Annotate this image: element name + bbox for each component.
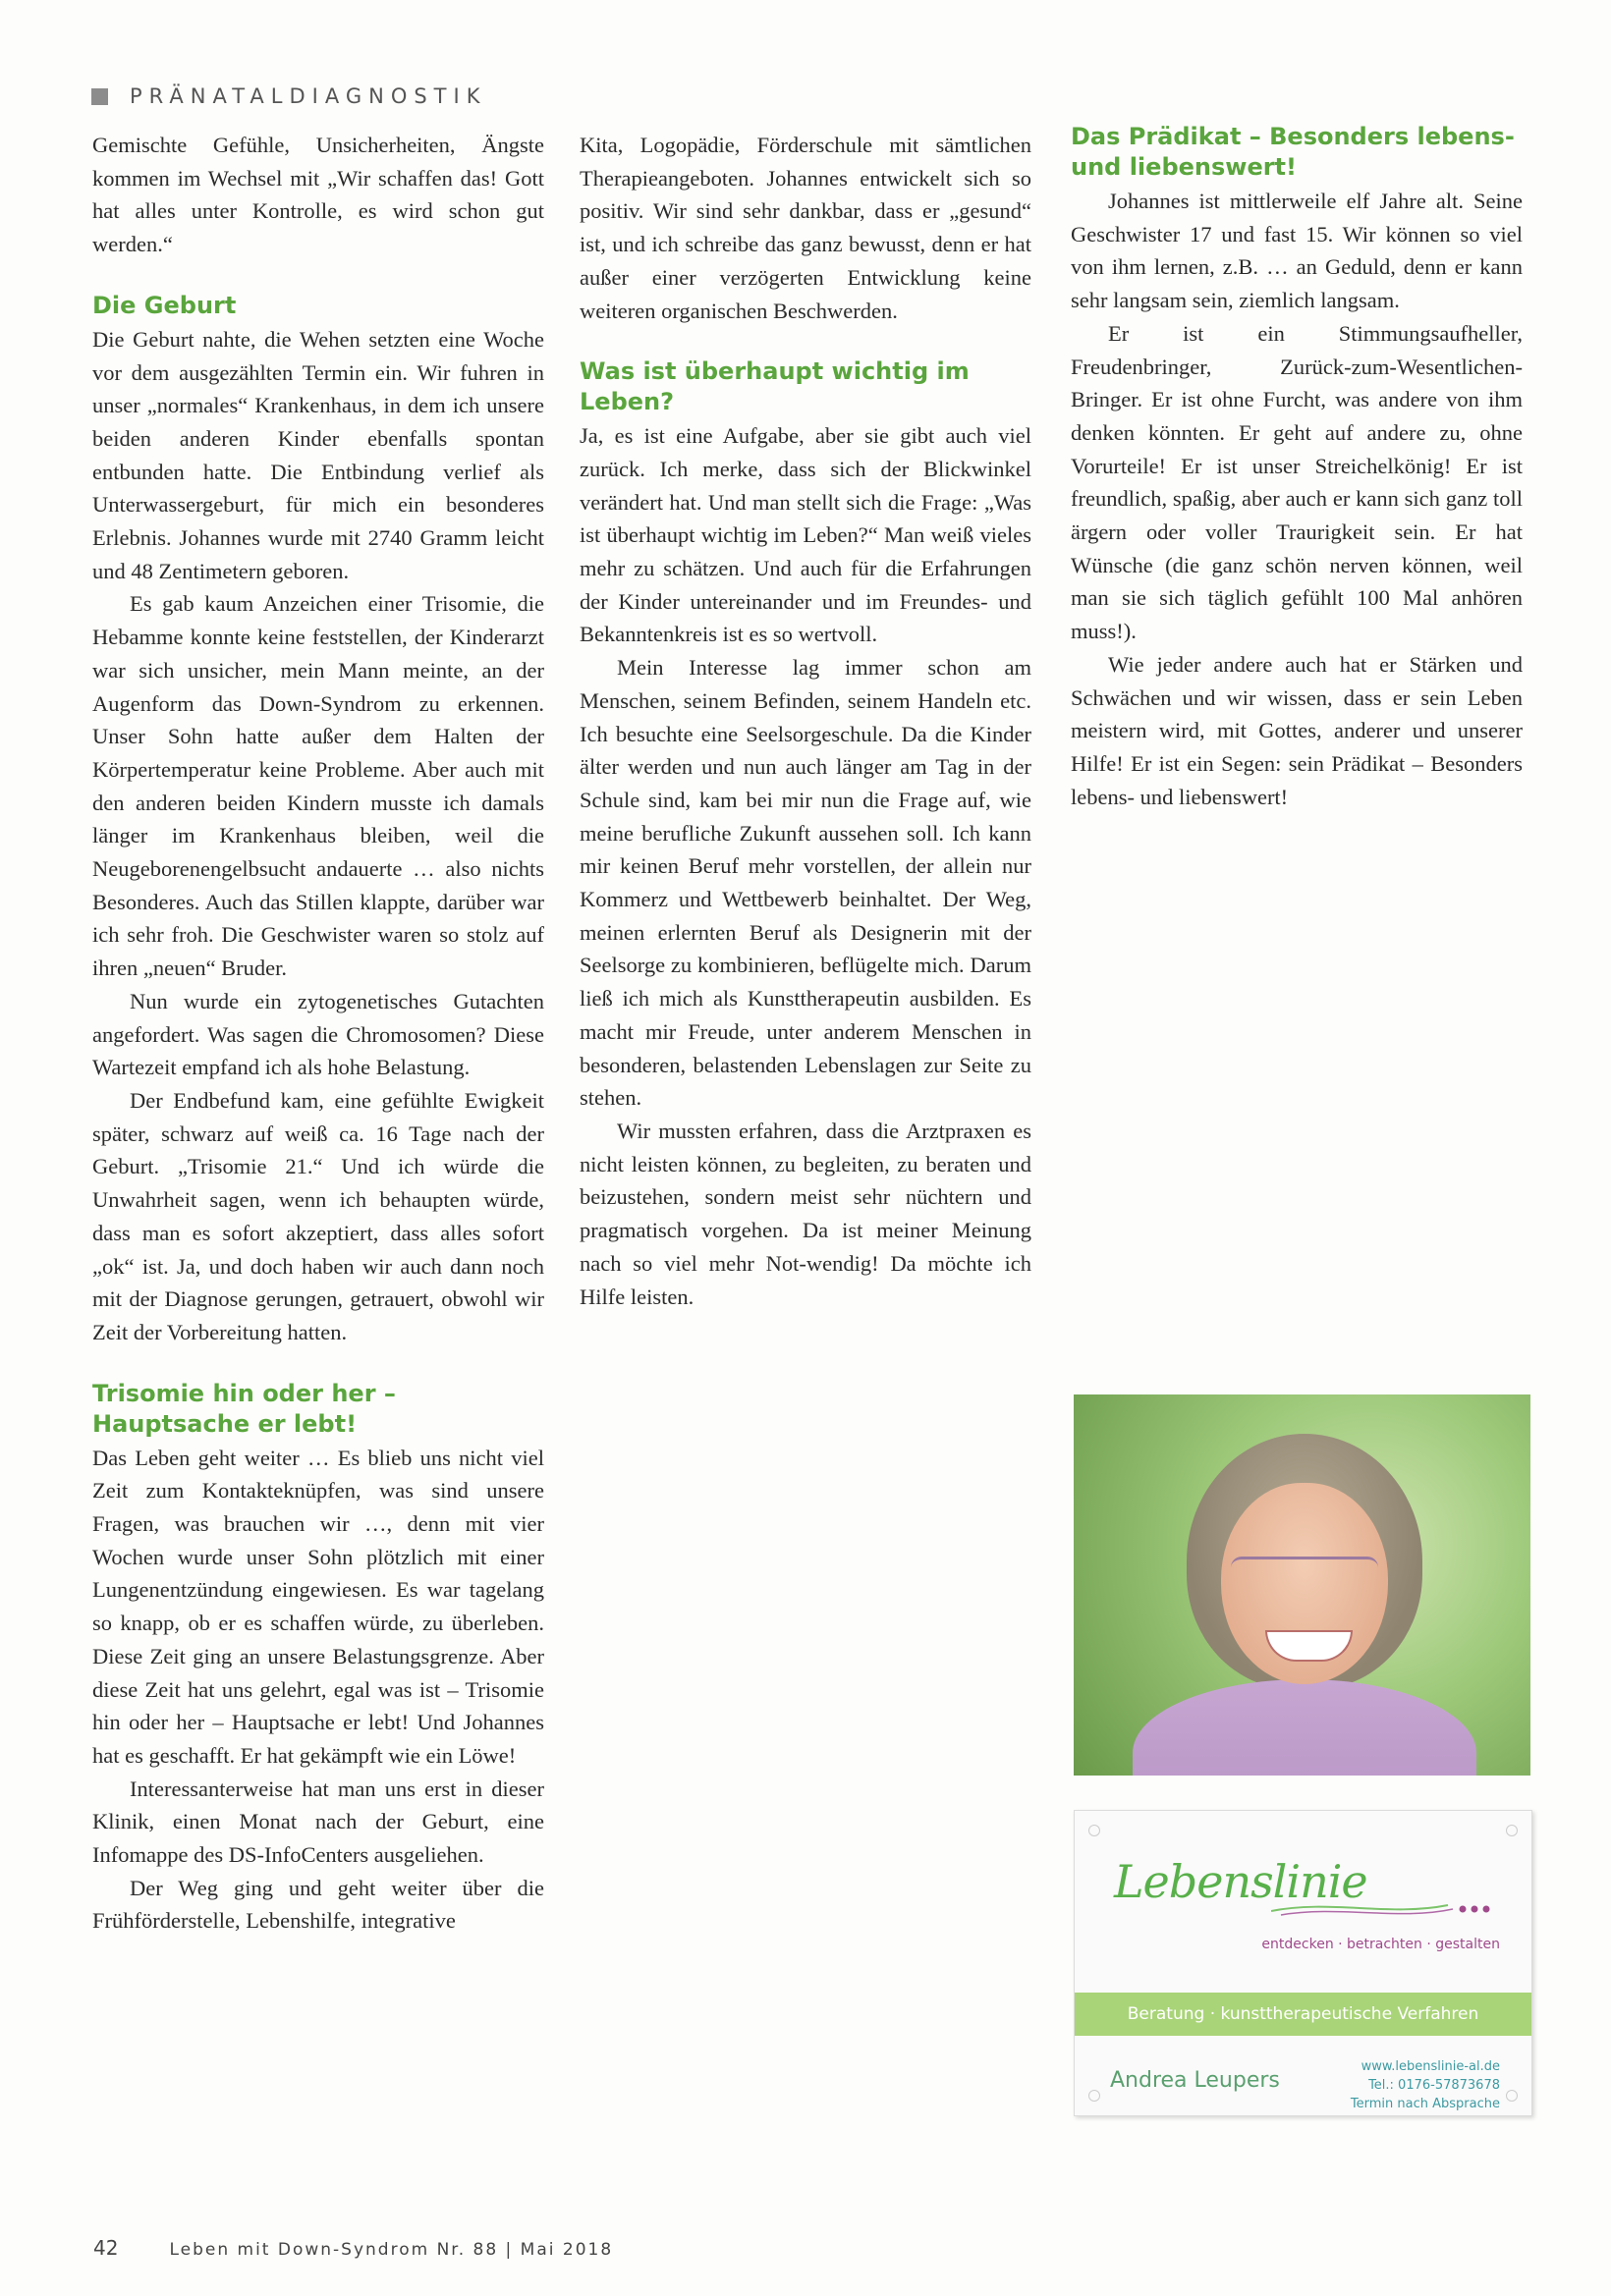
paragraph: Kita, Logopädie, Förderschule mit sämtlichen Therapieangeboten. Johannes entwickelt sich so positiv. Wir sind sehr dankbar, dass er „gesund“ ist, und ich schreibe das ganz bewusst, denn er hat außer einer verzögerten Entwicklung keine weiteren organischen Beschwerden. [580,133,1031,323]
card-name: Andrea Leupers [1110,2068,1280,2093]
card-appointment: Termin nach Absprache [1350,2097,1500,2111]
section-square-icon [91,88,108,105]
business-card [1074,1810,1532,2116]
heading-trisomie: Trisomie hin oder her – Hauptsache er lebt! [92,1379,396,1438]
swoosh-icon [1271,1889,1497,1929]
photo-glasses [1231,1557,1378,1589]
author-photo [1074,1394,1530,1776]
card-tagline: entdecken · betrachten · gestalten [1261,1937,1500,1952]
paragraph: Es gab kaum Anzeichen einer Trisomie, die Hebamme konnte keine feststellen, der Kinderarzt war sich unsicher, mein Mann meinte, an der Augenform das Down-Syndrom zu erkennen. Unser Sohn hatte außer dem Halten der Körpertemperatur keine Probleme. Aber auch mit den anderen beiden Kindern musste ich damals länger im Krankenhaus bleiben, weil die Neugeborenengelbsucht andauerte … also nichts Besonderes. Auch das Stillen klappte, darüber war ich sehr froh. Die Geschwister waren so stolz auf ihren „neuen“ Bruder. [92,591,544,981]
column-3 [1071,122,1523,813]
paragraph: Er ist ein Stimmungsaufheller, Freudenbringer, Zurück-zum-Wesentlichen-Bringer. Er ist ohne Furcht, was andere von ihm denken könnten. Er geht auf andere zu, ohne Vorurteile! Er ist unser Streichelkönig! Er ist freundlich, spaßig, aber auch er kann sich ganz toll ärgern oder voller Traurigkeit sein. Er hat Wünsche (die ganz schön nerven können, weil man sie sich täglich gefühlt 100 Mal anhören muss!). [1071,320,1523,644]
page-footer [93,2236,613,2260]
heading-was-ist-wichtig: Was ist überhaupt wichtig im Leben? [580,357,970,416]
column-1 [92,129,544,1938]
page-number: 42 [93,2236,119,2260]
card-logo: Lebenslinie [1114,1855,1367,1908]
card-contact [1351,2057,1500,2113]
card-hole-icon [1506,2090,1518,2102]
card-services-bar: Beratung · kunsttherapeutische Verfahren [1075,1993,1531,2036]
paragraph: Die Geburt nahte, die Wehen setzten eine Woche vor dem ausgezählten Termin ein. Wir fuhren in unser „normales“ Krankenhaus, in dem ich unsere beiden anderen Kinder ebenfalls spontan entbunden hatte. Die Entbindung verlief als Unterwassergeburt, für mich ein besonderes Erlebnis. Johannes wurde mit 2740 Gramm leicht und 48 Zentimetern geboren. [92,326,544,583]
paragraph: Der Endbefund kam, eine gefühlte Ewigkeit später, schwarz auf weiß ca. 16 Tage nach der Geburt. „Trisomie 21.“ Und ich würde die Unwahrheit sagen, wenn ich behaupten würde, dass man es sofort akzeptiert, dass alles sofort „ok“ ist. Ja, und doch haben wir auch dann noch mit der Diagnose gerungen, getrauert, obwohl wir Zeit der Vorbereitung hatten. [92,1087,544,1344]
card-phone: Tel.: 0176-57873678 [1368,2078,1500,2093]
paragraph: Interessanterweise hat man uns erst in dieser Klinik, einen Monat nach der Geburt, eine Infomappe des DS-InfoCenters ausgeliehen. [92,1776,544,1868]
card-hole-icon [1088,2090,1100,2102]
paragraph: Nun wurde ein zytogenetisches Gutachten angefordert. Was sagen die Chromosomen? Diese Wartezeit empfand ich als hohe Belastung. [92,988,544,1080]
publication-info: Leben mit Down-Syndrom Nr. 88 | Mai 2018 [169,2240,614,2260]
paragraph: Ja, es ist eine Aufgabe, aber sie gibt auch viel zurück. Ich merke, dass sich der Blickwinkel verändert hat. Und man stellt sich die Frage: „Was ist überhaupt wichtig im Leben?“ Man weiß vieles mehr zu schätzen. Und auch für die Erfahrungen der Kinder untereinander und im Freundes- und Bekanntenkreis ist es so wertvoll. [580,423,1031,647]
column-2 [580,129,1031,1313]
card-website: www.lebenslinie-al.de [1361,2059,1500,2074]
paragraph: Mein Interesse lag immer schon am Menschen, seinem Befinden, seinem Handeln etc. Ich besuchte eine Seelsorgeschule. Da die Kinder älter werden und nun auch länger am Tag in der Schule sind, kam bei mir nun die Frage auf, wie meine berufliche Zukunft aussehen soll. Ich kann mir keinen Beruf mehr vorstellen, der allein nur Kommerz und Wettbewerb beinhaltet. Der Weg, meinen erlernten Beruf als Designerin mit der Seelsorge zu kombinieren, beflügelte mich. Darum ließ ich mich als Kunsttherapeutin ausbilden. Es macht mir Freude, unter anderem Menschen in besonderen, belastenden Lebenslagen zur Seite zu stehen. [580,655,1031,1111]
paragraph: Wie jeder andere auch hat er Stärken und Schwächen und wir wissen, dass er sein Leben meistern wird, mit Gottes, anderer und unserer Hilfe! Er ist ein Segen: sein Prädikat – Besonders lebens- und liebenswert! [1071,651,1523,809]
photo-shirt [1133,1679,1476,1776]
paragraph: Das Leben geht weiter … Es blieb uns nicht viel Zeit zum Kontakteknüpfen, was sind unsere Fragen, was brauchen wir …, denn mit vier Wochen wurde unser Sohn plötzlich mit einer Lungenentzündung eingewiesen. Es war tagelang so knapp, ob er es schaffen würde, zu überleben. Diese Zeit ging an unsere Belastungsgrenze. Aber diese Zeit hat uns gelehrt, egal was ist – Trisomie hin oder her – Hauptsache er lebt! Und Johannes hat es geschafft. Er hat gekämpft wie ein Löwe! [92,1445,544,1768]
card-hole-icon [1088,1825,1100,1836]
paragraph: Gemischte Gefühle, Unsicherheiten, Ängste kommen im Wechsel mit „Wir schaffen das! Gott hat alles unter Kontrolle, es wird schon gut werden.“ [92,133,544,257]
paragraph: Johannes ist mittlerweile elf Jahre alt. Seine Geschwister 17 und fast 15. Wir können so viel von ihm lernen, z.B. … an Geduld, denn er kann sehr langsam sein, ziemlich langsam. [1071,189,1523,313]
heading-die-geburt: Die Geburt [92,291,237,319]
paragraph: Der Weg ging und geht weiter über die Frühförderstelle, Lebenshilfe, integrative [92,1875,544,1934]
section-label-text: PRÄNATALDIAGNOSTIK [130,84,487,108]
card-hole-icon [1506,1825,1518,1836]
section-label [91,84,486,108]
paragraph: Wir mussten erfahren, dass die Arztpraxen es nicht leisten können, zu begleiten, zu beraten und beizustehen, sondern meist sehr nüchtern und pragmatisch vorgehen. Da ist meiner Meinung nach so viel mehr Not-wendig! Da möchte ich Hilfe leisten. [580,1118,1031,1309]
heading-praedikat: Das Prädikat – Besonders lebens- und liebenswert! [1071,123,1515,181]
